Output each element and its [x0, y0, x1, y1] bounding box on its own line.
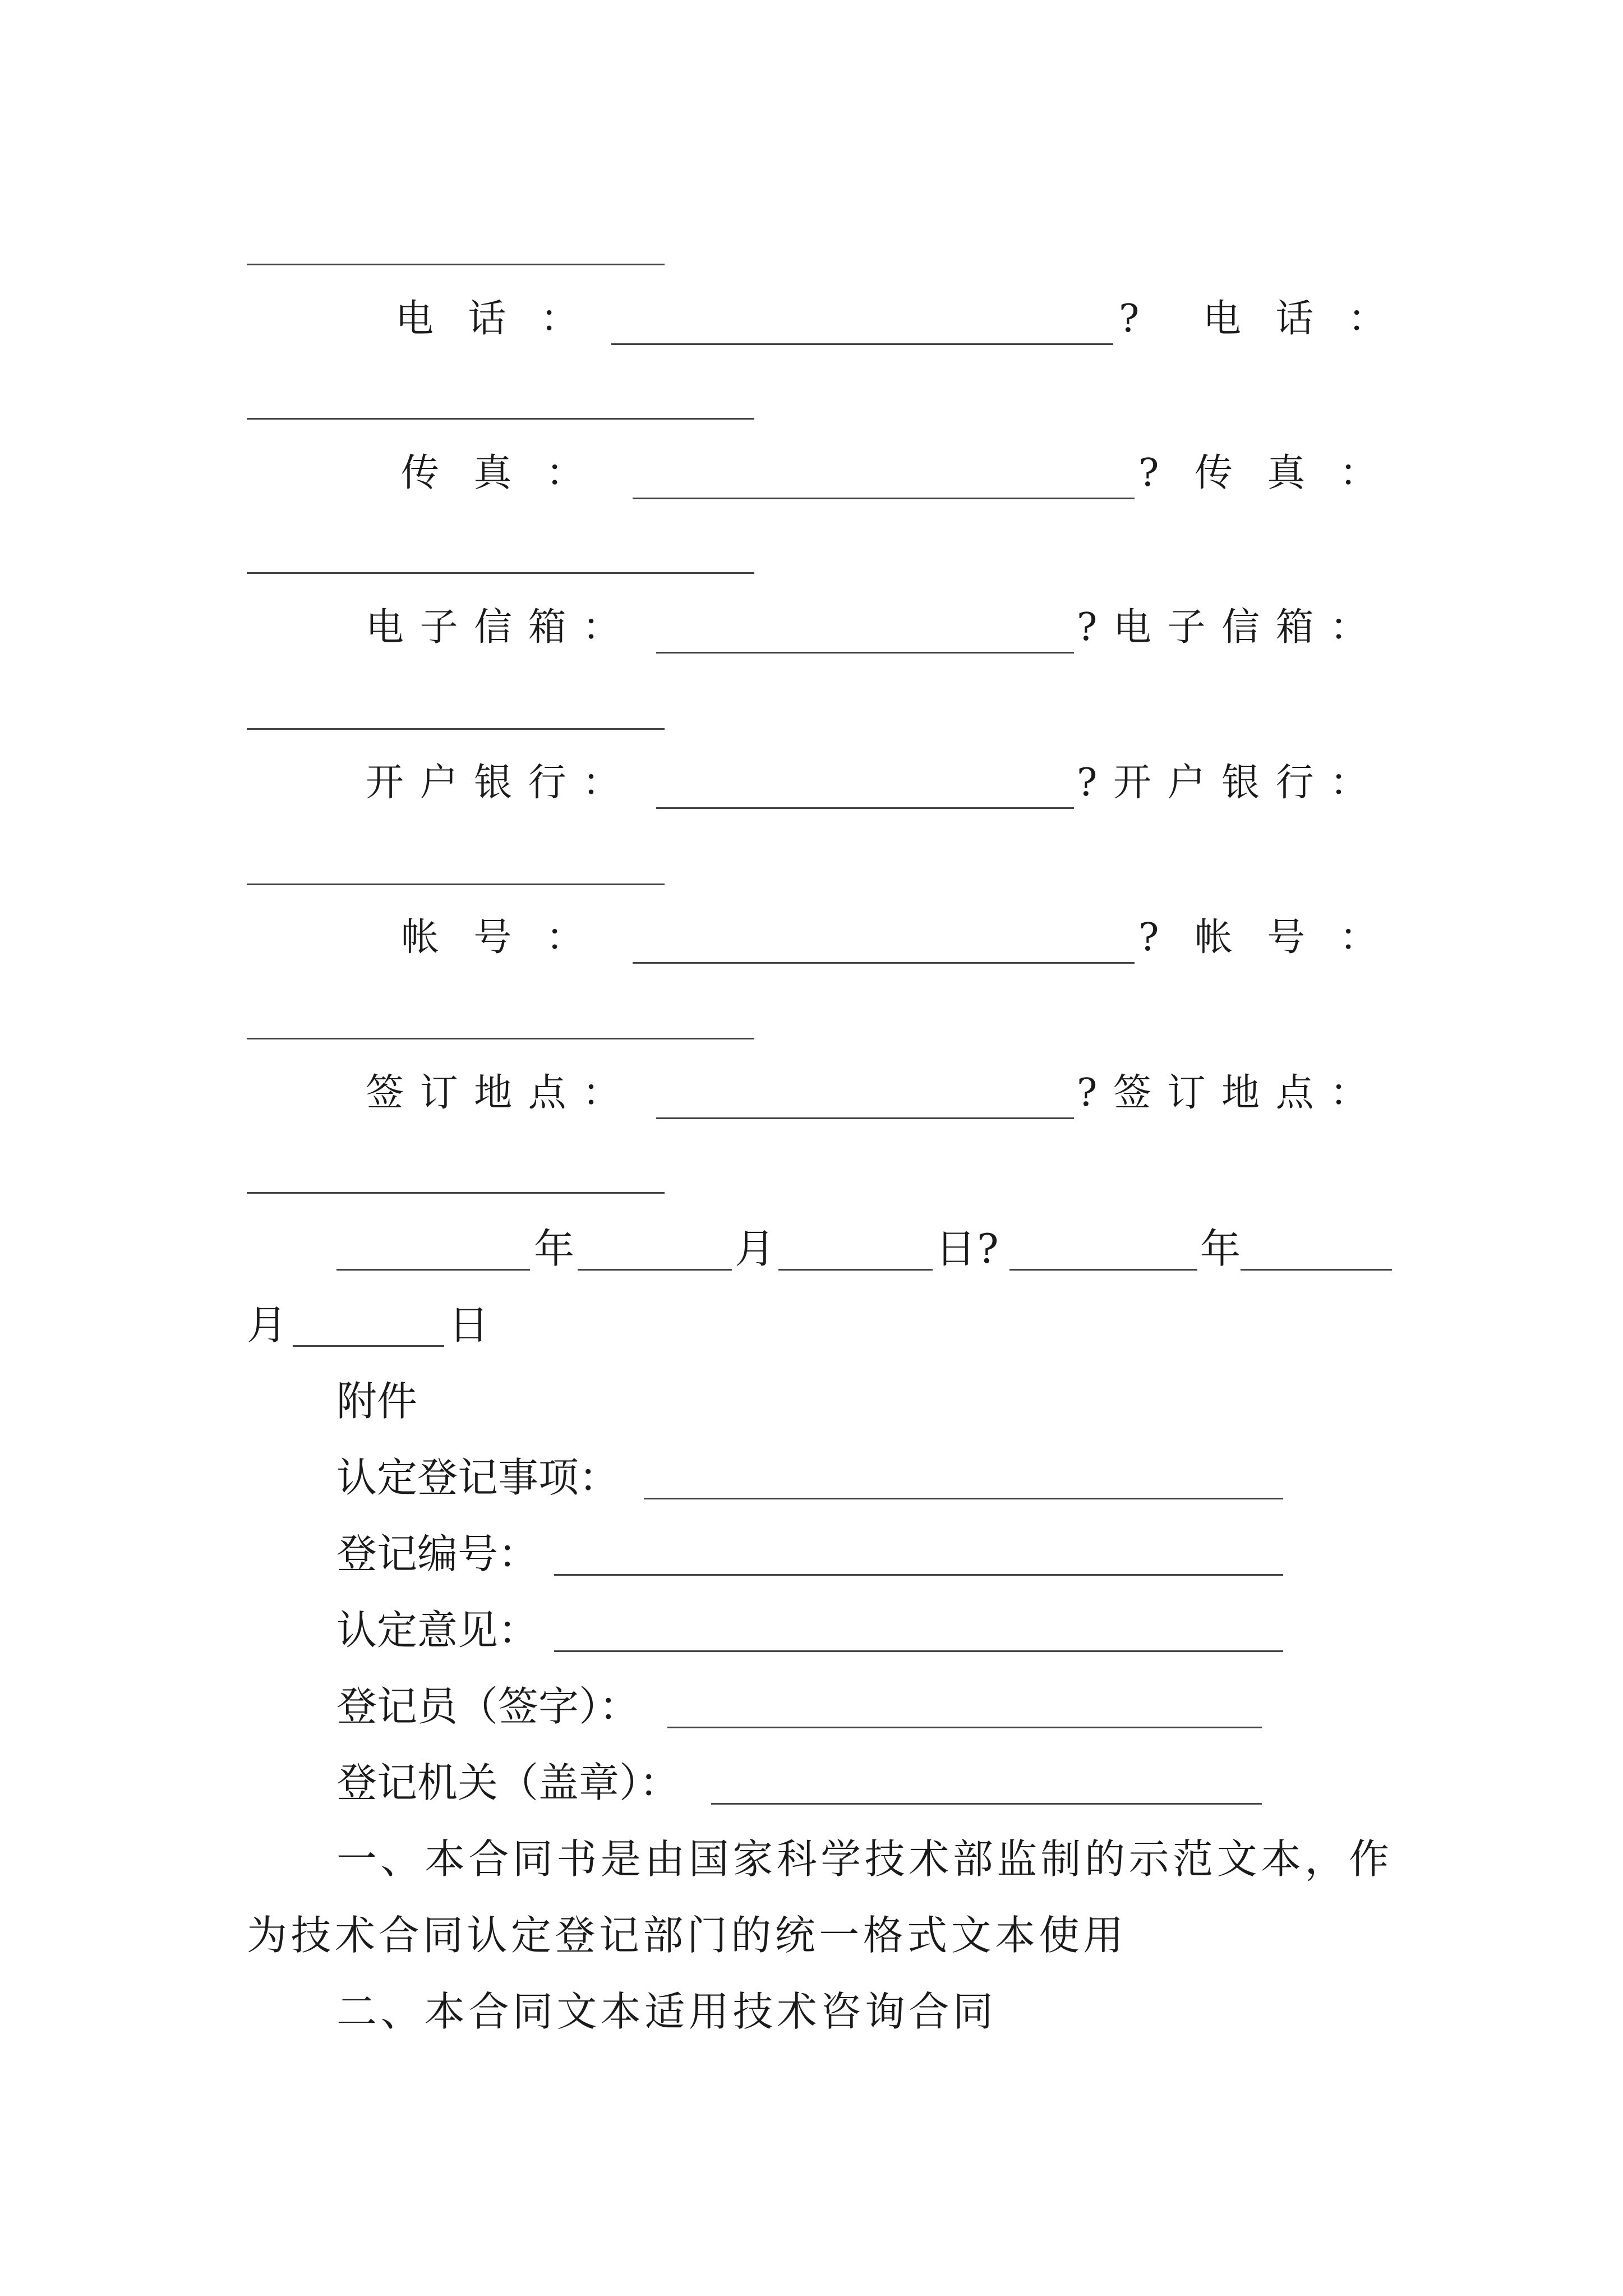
account-label-left: 帐号：	[401, 915, 619, 960]
account-label-right: 帐号：	[1195, 915, 1412, 960]
email-label-right: 电子信箱：	[1113, 605, 1384, 650]
note-2: 二、本合同文本适用技术咨询合同	[336, 1988, 997, 2035]
year-char-right: 年	[1200, 1225, 1241, 1272]
account-field-left[interactable]	[633, 962, 1135, 964]
phone-field-left[interactable]	[611, 343, 1113, 345]
fax-label-right: 传真：	[1195, 451, 1412, 495]
opinion-label: 认定意见：	[336, 1607, 539, 1654]
fax-field-right[interactable]	[247, 572, 754, 574]
email-field-left[interactable]	[656, 652, 1074, 654]
registrar-field[interactable]	[667, 1727, 1262, 1728]
month-char-right: 月	[247, 1301, 288, 1349]
registration-items-field[interactable]	[644, 1498, 1283, 1499]
month-char-left: 月	[735, 1225, 776, 1272]
month-field-left[interactable]	[578, 1269, 732, 1271]
registration-number-field[interactable]	[554, 1574, 1283, 1576]
day-field-left[interactable]	[778, 1269, 933, 1271]
phone-label-left: 电话：	[395, 297, 613, 341]
fax-field-left[interactable]	[633, 498, 1135, 499]
month-field-right[interactable]	[1241, 1269, 1392, 1271]
registrar-label: 登记员（签字）：	[336, 1683, 640, 1730]
sign-place-label-left: 签订地点：	[366, 1071, 637, 1115]
phone-label-right: 电话：	[1203, 297, 1421, 341]
registration-items-label: 认定登记事项：	[336, 1454, 620, 1501]
fax-label-left: 传真：	[401, 451, 619, 495]
fax-separator: ?	[1138, 451, 1159, 495]
phone-separator: ?	[1119, 297, 1140, 341]
bank-field-right[interactable]	[247, 884, 665, 885]
bank-field-left[interactable]	[656, 807, 1074, 809]
year-field-right[interactable]	[1009, 1269, 1197, 1271]
authority-label: 登记机关（盖章）：	[336, 1759, 680, 1806]
registration-number-label: 登记编号：	[336, 1530, 539, 1577]
day-char-right: 日	[449, 1301, 490, 1349]
sign-place-separator: ?	[1077, 1071, 1098, 1115]
account-field-right[interactable]	[247, 1038, 754, 1039]
email-separator: ?	[1077, 605, 1098, 650]
authority-field[interactable]	[711, 1803, 1262, 1805]
sign-place-label-right: 签订地点：	[1113, 1071, 1384, 1115]
day-char-left: 日	[935, 1225, 976, 1272]
sign-place-field-right[interactable]	[247, 1192, 665, 1194]
bank-label-left: 开户银行：	[366, 761, 637, 805]
day-field-right[interactable]	[293, 1345, 444, 1347]
opinion-field[interactable]	[554, 1650, 1283, 1652]
email-label-left: 电子信箱：	[366, 605, 637, 650]
attachment-title: 附件	[336, 1378, 418, 1425]
blank-line-top	[247, 264, 665, 265]
phone-field-right[interactable]	[247, 418, 754, 420]
account-separator: ?	[1138, 915, 1159, 960]
note-1-line-2: 为技术合同认定登记部门的统一格式文本使用	[247, 1912, 1127, 1959]
year-char-left: 年	[534, 1225, 575, 1272]
email-field-right[interactable]	[247, 728, 665, 730]
bank-separator: ?	[1077, 761, 1098, 805]
year-field-left[interactable]	[336, 1269, 530, 1271]
note-1-line-1: 一、本合同书是由国家科学技术部监制的示范文本，作	[336, 1835, 1393, 1883]
bank-label-right: 开户银行：	[1113, 761, 1384, 805]
date-separator: ?	[977, 1225, 999, 1272]
sign-place-field-left[interactable]	[656, 1117, 1074, 1119]
